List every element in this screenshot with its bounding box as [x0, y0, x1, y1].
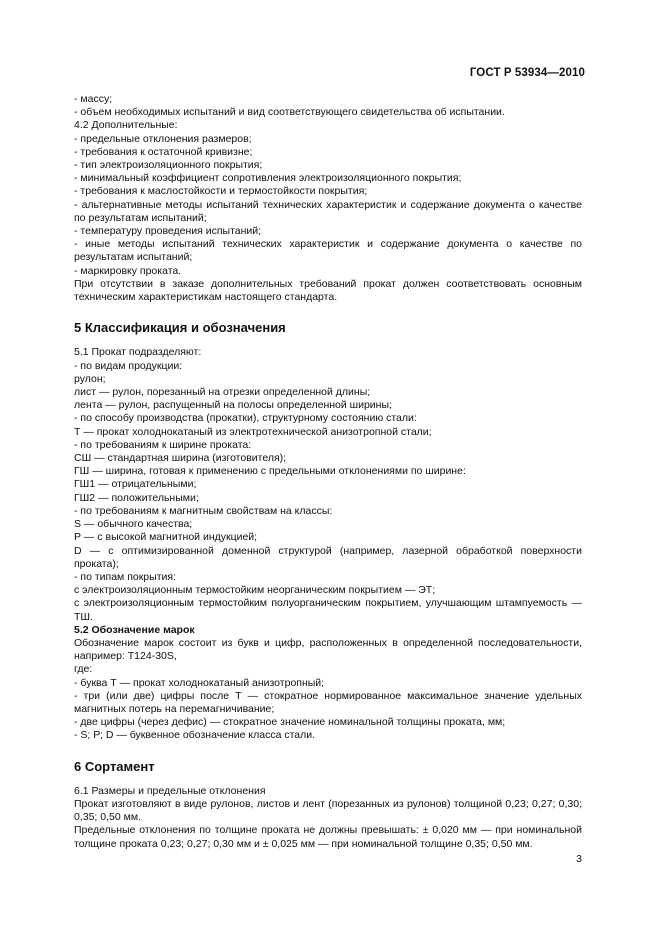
clause-5-1: 5.1 Прокат подразделяют: — [74, 346, 202, 359]
list-item: - буква Т — прокат холоднокатаный анизотропный; — [74, 676, 325, 689]
section-6-title: 6 Сортамент — [74, 758, 155, 774]
list-item: лист — рулон, порезанный на отрезки определенной длины; — [74, 386, 371, 399]
list-item: ГШ1 — отрицательными; — [74, 478, 197, 491]
list-item: рулон; — [74, 372, 106, 385]
list-item: - по требованиям к магнитным свойствам на классы: — [74, 504, 333, 517]
thickness-paragraph: Прокат изготовляют в виде рулонов, листов и лент (порезанных из рулонов) толщиной 0,23; 0,27; 0,30; 0,35; 0,50 мм. — [74, 797, 582, 824]
section-6-body — [74, 785, 582, 851]
tolerance-paragraph: Предельные отклонения по толщине проката не должны превышать: ± 0,020 мм — при номинальной толщине проката 0,23; 0,27; 0,30 мм и ± 0,025 мм — при номинальной толщине 0,35; 0,50 мм. — [74, 824, 582, 850]
list-item: - массу; — [74, 93, 113, 105]
list-item: с электроизоляционным термостойким полуорганическим покрытием, улучшающим штампуемость — ТШ. — [74, 597, 582, 623]
section-5-title: 5 Классификация и обозначения — [74, 320, 286, 336]
page-number: 3 — [576, 853, 582, 865]
section-4-continuation — [74, 93, 582, 304]
clause-6-1: 6.1 Размеры и предельные отклонения — [74, 784, 266, 797]
document-number-header: ГОСТ Р 53934—2010 — [469, 67, 585, 79]
list-item: СШ — стандартная ширина (изготовителя); — [74, 452, 287, 465]
where-label: где: — [74, 663, 93, 676]
clause-5-2-title: 5.2 Обозначение марок — [74, 623, 195, 636]
list-item: - по способу производства (прокатки), структурному состоянию стали: — [74, 412, 417, 425]
list-item: - маркировку проката. — [74, 264, 182, 277]
closing-paragraph: При отсутствии в заказе дополнительных требований прокат должен соответствовать основным техническим характеристикам настоящего стандарта. — [74, 277, 582, 304]
list-item: Р — с высокой магнитной индукцией; — [74, 531, 258, 544]
list-item: - по видам продукции: — [74, 359, 183, 372]
list-item: - по типам покрытия: — [74, 570, 176, 583]
list-item: - иные методы испытаний технических характеристик и содержание документа о качестве по результатам испытаний; — [74, 238, 582, 264]
page-content — [74, 93, 582, 851]
list-item: ГШ2 — положительными; — [74, 491, 199, 504]
list-item: - температуру проведения испытаний; — [74, 225, 262, 238]
section-5-body — [74, 346, 582, 742]
list-item: - объем необходимых испытаний и вид соответствующего свидетельства об испытании. — [74, 106, 505, 119]
clause-5-2-text: Обозначение марок состоит из букв и цифр, расположенных в определенной последовательности, например: Т124-30S, — [74, 636, 582, 663]
list-item: - три (или две) цифры после Т — стократное нормированное максимальное значение удельных магнитных потерь на перемагничивание; — [74, 689, 582, 715]
list-item: - минимальный коэффициент сопротивления электроизоляционного покрытия; — [74, 172, 462, 185]
list-item: S — обычного качества; — [74, 518, 193, 531]
list-item: ГШ — ширина, готовая к применению с предельными отклонениями по ширине: — [74, 465, 466, 478]
list-item: - тип электроизоляционного покрытия; — [74, 159, 263, 172]
list-item: - требования к остаточной кривизне; — [74, 145, 253, 158]
list-item: - требования к маслостойкости и термостойкости покрытия; — [74, 185, 368, 198]
list-item: Т — прокат холоднокатаный из электротехнической анизотропной стали; — [74, 425, 432, 438]
list-item: лента — рулон, распущенный на полосы определенной ширины; — [74, 399, 392, 412]
list-item: - S; Р; D — буквенное обозначение класса стали. — [74, 729, 316, 742]
list-item: - альтернативные методы испытаний технических характеристик и содержание документа о качестве по результатам испытаний; — [74, 198, 582, 224]
clause-4-2: 4.2 Дополнительные: — [74, 119, 178, 132]
list-item: - предельные отклонения размеров; — [74, 132, 252, 145]
list-item: - две цифры (через дефис) — стократное значение номинальной толщины проката, мм; — [74, 716, 506, 729]
list-item: - по требованиям к ширине проката: — [74, 438, 252, 451]
list-item: D — с оптимизированной доменной структурой (например, лазерной обработкой поверхности проката); — [74, 544, 582, 570]
list-item: с электроизоляционным термостойким неорганическим покрытием — ЭТ; — [74, 584, 436, 597]
